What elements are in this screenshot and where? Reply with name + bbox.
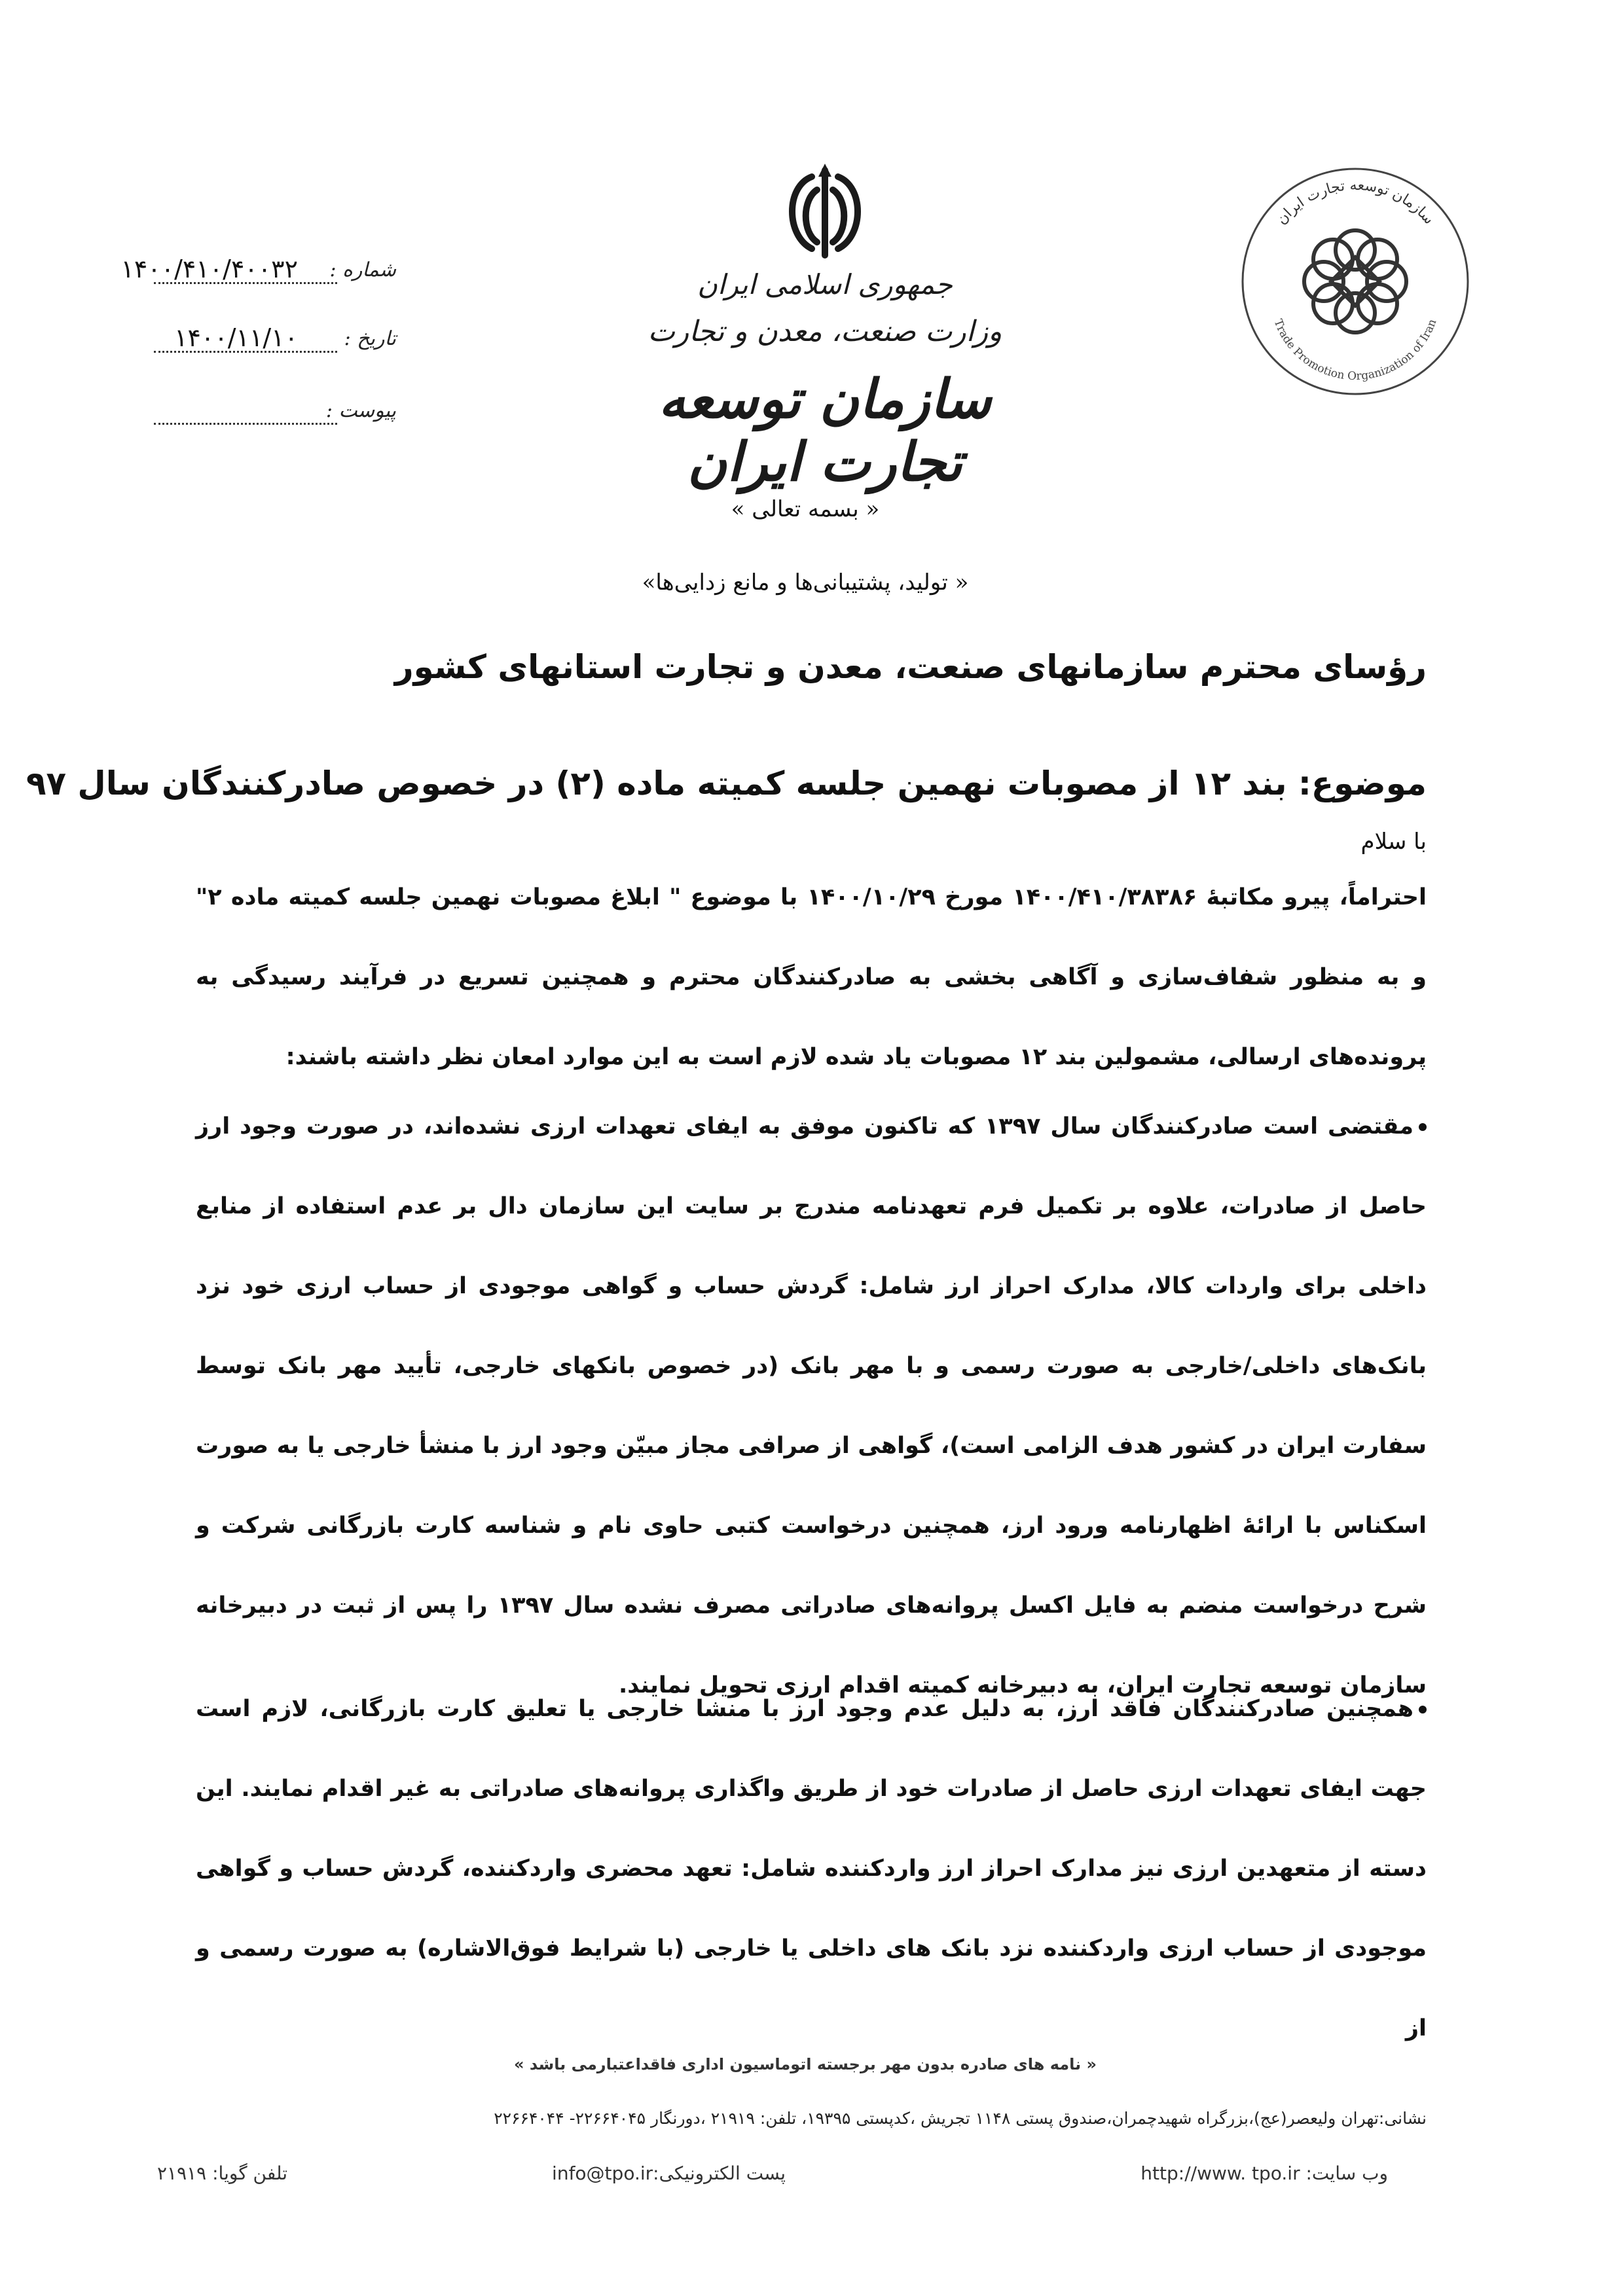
dotted-line <box>154 423 337 425</box>
letter-date-field <box>154 323 396 367</box>
body-paragraph: احتراماً، پیرو مکاتبهٔ ۱۴۰۰/۴۱۰/۳۸۳۸۶ مورخ ۱۴۰۰/۱۰/۲۹ با موضوع " ابلاغ مصوبات نهمین جلسه کمیته ماده ۲" و به منظور شفاف‌سازی و آگاهی بخشی به صادرکنندگان محترم و همچنین تسریع در فرآیند رسیدگی به پرونده‌های ارسالی، مشمولین بند ۱۲ مصوبات یاد شده لازم است به این موارد امعان نظر داشته باشند: <box>196 884 1427 1070</box>
letter-date-value: ۱۴۰۰/۱۱/۱۰ <box>174 323 298 352</box>
letter-number-field <box>120 255 396 298</box>
bullet-item <box>196 1669 1427 2068</box>
logo-english-text: Trade Promotion Organization of Iran <box>1271 317 1440 384</box>
logo-persian-text: سازمان توسعه تجارت ایران <box>1273 177 1438 228</box>
greeting: با سلام <box>1360 829 1427 855</box>
bullet-text: همچنین صادرکنندگان فاقد ارز، به دلیل عدم وجود ارز با منشا خارجی یا تعلیق کارت بازرگانی، لازم است جهت ایفای تعهدات ارزی حاصل از صادرات خود از طریق واگذاری پروانه‌های صادراتی به غیر اقدام نمایند. این دسته از متعهدین ارزی نیز مدارک احراز ارز واردکننده شامل: تعهد محضری واردکننده، گردش حساب و گواهی موجودی از حساب ارزی واردکننده نزد بانک های داخلی یا خارجی (با شرایط فوق‌الاشاره) به صورت رسمی و از <box>196 1696 1427 2041</box>
emblem-icon <box>773 164 877 262</box>
letterhead <box>642 164 1008 493</box>
year-slogan: « تولید، پشتیبانی‌ها و مانع زدایی‌ها» <box>642 569 969 596</box>
bullet-text: مقتضی است صادرکنندگان سال ۱۳۹۷ که تاکنون موفق به ایفای تعهدات ارزی نشده‌اند، در صورت وجود ارز حاصل از صادرات، علاوه بر تکمیل فرم تعهدنامه مندرج بر سایت این سازمان دال بر عدم استفاده از منابع داخلی برای واردات کالا، مدارک احراز ارز شامل: گردش حساب و گواهی موجودی از حساب ارزی خود نزد بانک‌های داخلی/خارجی به صورت رسمی و با مهر بانک (در خصوص بانکهای خارجی، تأیید مهر بانک توسط سفارت ایران در کشور هدف الزامی است)، گواهی از صرافی مجاز مبیّن وجود ارز با منشأ خارجی یا به صورت اسکناس با ارائهٔ اظهارنامه ورود ارز، همچنین درخواست کتبی حاوی نام و شناسه کارت بازرگانی شرکت و شرح درخواست منضم به فایل اکسل پروانه‌های صادراتی مصرف نشده سال ۱۳۹۷ را پس از ثبت در دبیرخانه سازمان توسعه تجارت ایران، به دبیرخانه کمیته اقدام ارزی تحویل نمایند. <box>196 1113 1427 1698</box>
republic-title: جمهوری اسلامی ایران <box>697 268 953 300</box>
ministry-title: وزارت صنعت، معدن و تجارت <box>647 315 1002 348</box>
bullet-icon <box>1419 1123 1427 1131</box>
footer-email: پست الکترونیکی:info@tpo.ir <box>552 2162 786 2184</box>
attachment-label: پیوست : <box>325 399 396 422</box>
bullet-icon <box>1419 1706 1427 1713</box>
organization-title: سازمان توسعه تجارت ایران <box>658 368 992 493</box>
bullet-item <box>196 1086 1427 1725</box>
basmala: « بسمه تعالی » <box>731 496 880 522</box>
footer-note: « نامه های صادره بدون مهر برجسته اتوماسیون اداری فاقداعتبارمی باشد » <box>513 2055 1097 2073</box>
footer-contacts <box>157 2162 1388 2195</box>
tpo-logo-icon <box>1237 164 1473 399</box>
letter-number-value: ۱۴۰۰/۴۱۰/۴۰۰۳۲ <box>120 255 298 283</box>
letter-number-label: شماره : <box>329 259 396 281</box>
footer-website: وب سایت: http://www. tpo.ir <box>1140 2162 1388 2184</box>
letter-date-label: تاریخ : <box>344 327 396 350</box>
footer-phone: تلفن گویا: ۲۱۹۱۹ <box>157 2162 288 2184</box>
subject-heading: موضوع: بند ۱۲ از مصوبات نهمین جلسه کمیته ماده (۲) در خصوص صادرکنندگان سال ۹۷ <box>26 764 1427 802</box>
recipient-heading: رؤسای محترم سازمانهای صنعت، معدن و تجارت استانهای کشور <box>394 648 1427 686</box>
footer-address: نشانی:تهران ولیعصر(عج)،بزرگراه شهیدچمران،صندوق پستی ۱۱۴۸ تجریش ،کدپستی ۱۹۳۹۵، تلفن: ۲۱۹۱۹ ،دورنگار ۲۲۶۶۴۰۴۵- ۲۲۶۶۴۰۴۴ <box>494 2109 1427 2128</box>
attachment-field <box>154 399 396 439</box>
